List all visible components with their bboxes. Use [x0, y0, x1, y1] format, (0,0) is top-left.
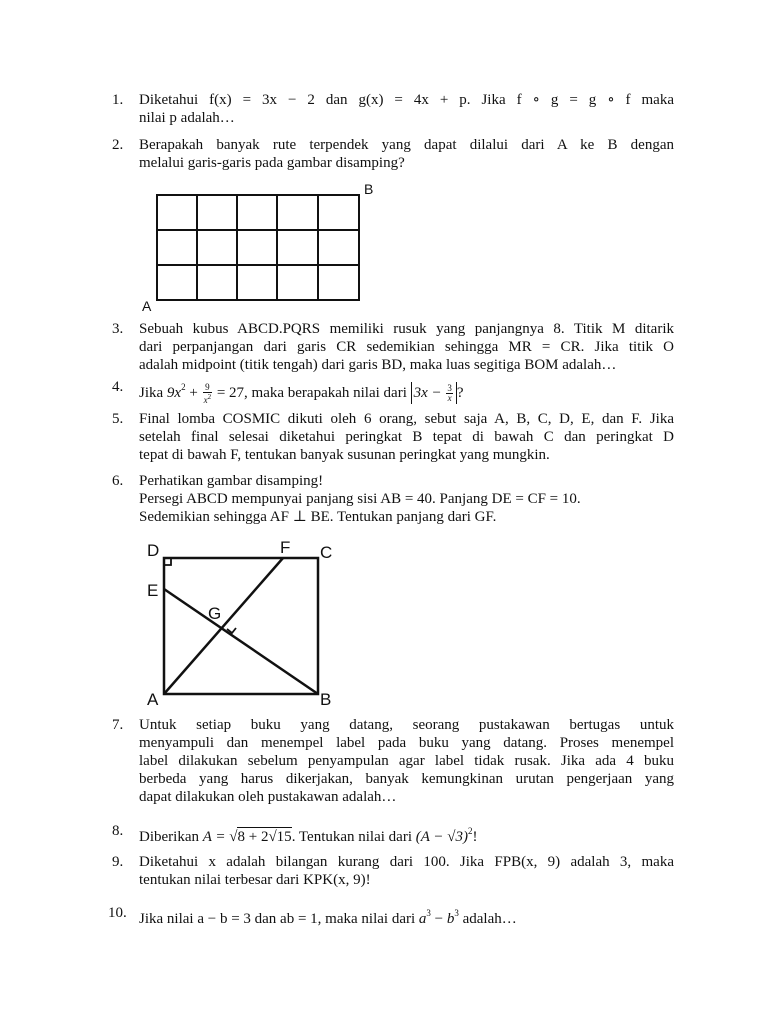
question-number: 10. — [108, 905, 127, 921]
question-text: , maka berapakah nilai dari — [244, 385, 407, 401]
square-lines — [164, 558, 318, 694]
question-number: 6. — [112, 473, 124, 489]
question-7 — [112, 716, 674, 806]
question-line: tepat di bawah F, tentukan banyak susunan peringkat yang mungkin. — [139, 447, 550, 463]
grid-lines — [157, 195, 359, 300]
question-line: setelah final selesai diketahui peringkat B tepat di bawah C dan peringkat D — [139, 429, 674, 445]
math-abs: 3x − $\frac{3}{x}$ — [411, 382, 457, 404]
math-term: A = — [202, 829, 226, 845]
question-3 — [112, 320, 674, 374]
question-line: Sedemikian sehingga AF ⊥ BE. Tentukan panjang dari GF. — [139, 509, 497, 525]
question-text: Jika nilai a − b = 3 dan ab = 1, maka nilai dari — [139, 911, 416, 927]
math-operator: + — [189, 385, 198, 401]
question-line: Diketahui f(x) = 3x − 2 dan g(x) = 4x + p. Jika f ∘ g = g ∘ f maka — [139, 92, 674, 108]
square-figure — [140, 534, 350, 714]
label-a: A — [147, 690, 159, 709]
question-6 — [112, 472, 674, 526]
question-line: adalah midpoint (titik tengah) dari garis BD, maka luas segitiga BOM adalah… — [139, 357, 617, 373]
question-2 — [112, 136, 674, 172]
math-fraction: $\frac{9}{x^2}$ — [203, 381, 212, 405]
question-number: 7. — [112, 717, 124, 733]
question-number: 1. — [112, 92, 124, 108]
question-line: tentukan nilai terbesar dari KPK(x, 9)! — [139, 872, 371, 888]
question-8: 8. Diberikan A = √8 + 2√15. Tentukan nilai dari $(A - √3)^2$! — [112, 823, 478, 845]
label-e: E — [147, 581, 159, 600]
question-number: 2. — [112, 137, 124, 153]
grid-figure — [136, 180, 386, 315]
label-d: D — [147, 541, 160, 560]
question-number: 5. — [112, 411, 124, 427]
question-line: menyampuli dan menempel label pada buku yang datang. Proses menempel — [139, 735, 674, 751]
label-c: C — [320, 543, 333, 562]
question-line: dapat dilakukan oleh pustakawan adalah… — [139, 789, 397, 805]
question-number: 4. — [112, 379, 124, 395]
grid-label-a: A — [142, 298, 152, 314]
label-g: G — [208, 604, 222, 623]
question-line: Final lomba COSMIC dikuti oleh 6 orang, sebut saja A, B, C, D, E, dan F. Jika — [139, 411, 674, 427]
question-line: nilai p adalah… — [139, 110, 235, 126]
label-b: B — [320, 690, 332, 709]
line-af — [164, 558, 283, 694]
question-line: dari perpanjangan dari garis CR sedemikian sehingga MR = CR. Jika titik O — [139, 339, 674, 355]
question-text: adalah… — [462, 911, 517, 927]
question-text: . Tentukan nilai dari — [291, 829, 412, 845]
math-exponent: 2 — [468, 826, 473, 836]
question-4: 4. Jika $9x^2$ + $\frac{9}{x^2}$ = 27, maka berapakah nilai dari 3x − $\frac{3}{x}$ ? — [112, 379, 464, 405]
question-line: label dilakukan sebelum penyampulan agar label tidak rusak. Jika ada 4 buku — [139, 753, 674, 769]
math-expr: (A − √3) — [415, 829, 468, 845]
math-sqrt: 8 + 2√15 — [237, 829, 292, 845]
question-line: melalui garis-garis pada gambar disamping? — [139, 155, 405, 171]
question-number: 8. — [112, 823, 124, 839]
question-number: 9. — [112, 854, 124, 870]
question-10: 10. Jika nilai a − b = 3 dan ab = 1, maka nilai dari $a^3 - b^3$ adalah… — [108, 905, 517, 927]
question-number: 3. — [112, 321, 124, 337]
question-line: Persegi ABCD mempunyai panjang sisi AB = 40. Panjang DE = CF = 10. — [139, 491, 581, 507]
question-1 — [112, 91, 674, 127]
question-line: Diketahui x adalah bilangan kurang dari 100. Jika FPB(x, 9) adalah 3, maka — [139, 854, 674, 870]
question-9 — [112, 853, 674, 889]
math-exponent: 2 — [181, 382, 186, 392]
question-text: Diberikan — [139, 829, 199, 845]
question-line: Perhatikan gambar disamping! — [139, 473, 324, 489]
question-text: Jika — [139, 385, 164, 401]
question-line: Untuk setiap buku yang datang, seorang pustakawan bertugas untuk — [139, 717, 674, 733]
math-term: 9x — [166, 385, 182, 401]
question-line: Sebuah kubus ABCD.PQRS memiliki rusuk yang panjangnya 8. Titik M ditarik — [139, 321, 674, 337]
question-line: Berapakah banyak rute terpendek yang dapat dilalui dari A ke B dengan — [139, 137, 674, 153]
question-5 — [112, 410, 674, 464]
grid-label-b: B — [364, 181, 374, 197]
question-line: berbeda yang harus dikerjakan, banyak kemungkinan urutan pengerjaan yang — [139, 771, 674, 787]
label-f: F — [280, 538, 291, 557]
math-equals: = 27 — [216, 385, 245, 401]
